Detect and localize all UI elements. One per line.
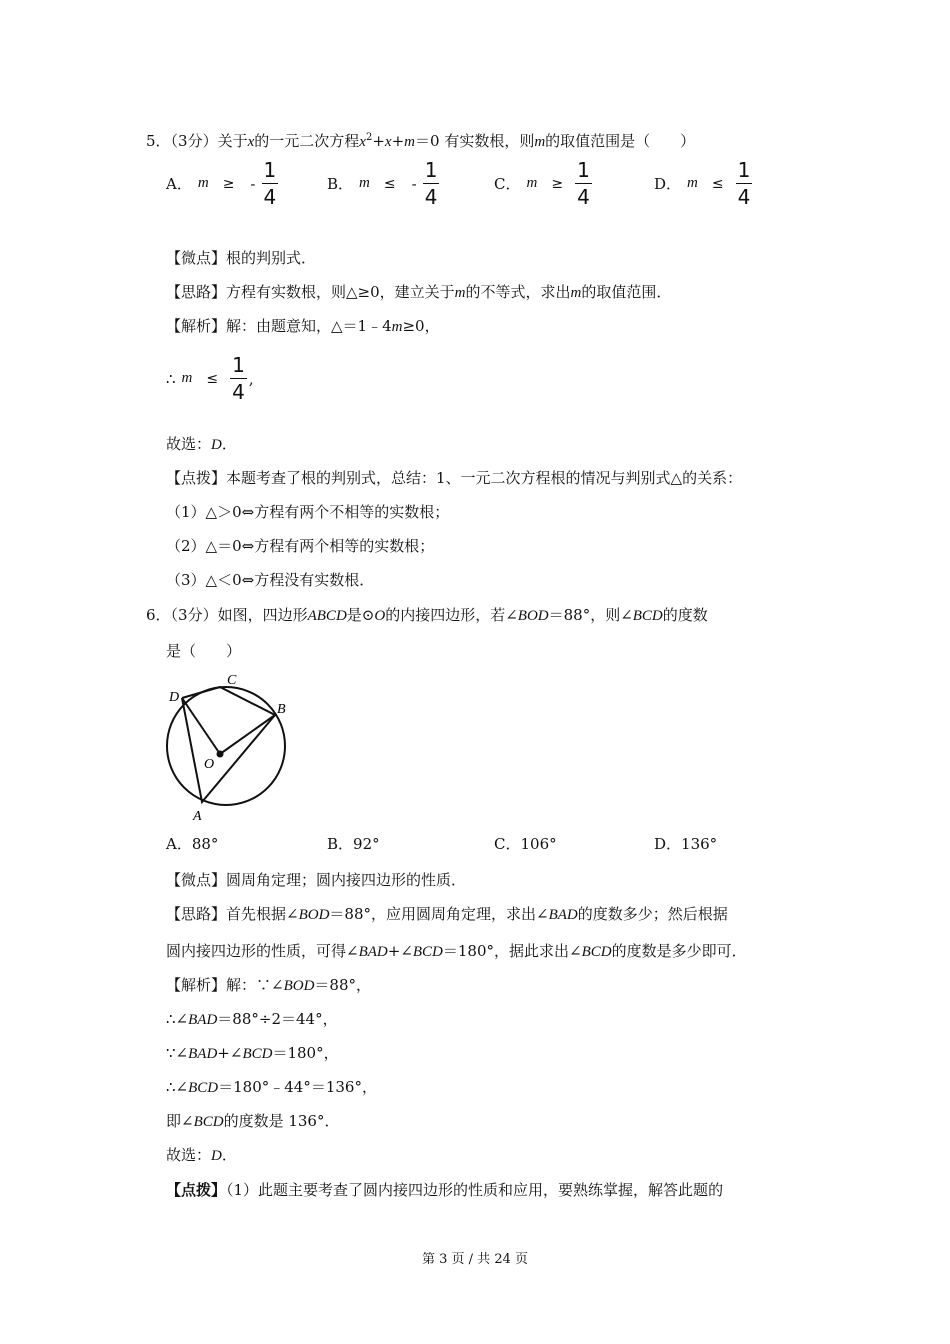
var-m: m — [359, 175, 370, 191]
q5-case-2: （2）△＝0⇔方程有两个相等的实数根； — [166, 537, 435, 555]
label-c: C — [227, 673, 237, 688]
q5-option-b — [327, 160, 439, 207]
q6-option-d — [654, 834, 717, 854]
q6-option-b — [327, 834, 380, 854]
fraction — [736, 160, 753, 207]
comparison-sign: ≤ — [206, 370, 219, 387]
q5-jiexi — [166, 316, 440, 337]
q5-weidian — [166, 248, 316, 268]
angle-bcd: BCD — [581, 944, 612, 960]
silu-text: 方程有实数根，则△≥0，建立关于 — [226, 283, 455, 301]
quadrilateral-abcd — [182, 687, 275, 802]
angle-bcd: BCD — [242, 1046, 273, 1062]
q6-jiexi — [166, 975, 371, 996]
footer-text: 页 — [515, 1252, 529, 1267]
silu-text: ＝88°，应用圆周角定理，求出∠ — [329, 905, 549, 923]
silu-text: 的不等式，求出 — [465, 283, 571, 301]
option-value: 88° — [191, 835, 219, 853]
silu-text: 的度数多少；然后根据 — [577, 905, 728, 923]
option-label: C． — [494, 175, 521, 193]
weidian-text: 根的判别式． — [226, 249, 317, 267]
dianbo-text: （1）此题主要考查了圆内接四边形的性质和应用，要熟练掌握，解答此题的 — [226, 1181, 724, 1199]
q5-stem-text: 关于 — [217, 132, 248, 150]
q5-score: （3分） — [170, 132, 218, 150]
fraction — [575, 160, 592, 207]
exponent: 2 — [365, 132, 373, 143]
minus-sign: - — [250, 174, 256, 193]
numerator: 1 — [577, 158, 590, 182]
comma: , — [248, 369, 254, 388]
q5-silu — [166, 282, 671, 303]
minus-sign: - — [411, 174, 417, 193]
option-value: 106° — [520, 835, 557, 853]
q5-dianbo — [166, 468, 742, 488]
q5-therefore — [166, 355, 254, 402]
comparison-sign: ≥ — [551, 175, 564, 192]
q6-dianbo — [166, 1180, 723, 1200]
answer-value: D — [211, 437, 222, 453]
dianbo-tag: 【点拨】 — [166, 469, 227, 487]
q5-answer — [166, 434, 237, 455]
jiexi-tag: 【解析】 — [166, 976, 227, 994]
q6-option-c — [494, 834, 557, 854]
silu-tag: 【思路】 — [166, 905, 227, 923]
q5-option-a — [166, 160, 278, 207]
angle-bad: BAD — [548, 907, 578, 923]
page-number: 3 — [439, 1252, 448, 1267]
silu-text: ＝180°，据此求出∠ — [442, 942, 582, 960]
answer-label: 故选： — [166, 1146, 212, 1164]
q5-option-c — [494, 160, 592, 207]
dianbo-tag: 【点拨】 — [166, 1181, 227, 1199]
var-m: m — [454, 285, 466, 301]
q6-answer — [166, 1145, 237, 1166]
denominator: 4 — [263, 185, 277, 209]
var-m: m — [526, 175, 538, 191]
numerator: 1 — [263, 158, 277, 182]
denominator: 4 — [232, 380, 245, 404]
silu-text: 首先根据∠ — [226, 905, 299, 923]
q5-stem — [146, 128, 695, 152]
option-label: C． — [494, 835, 521, 853]
angle-bod: BOD — [298, 907, 330, 923]
step-text: +∠ — [217, 1044, 243, 1062]
weidian-tag: 【微点】 — [166, 249, 227, 267]
q6-step-4 — [166, 1111, 339, 1132]
angle-bad: BAD — [188, 1012, 218, 1028]
q6-silu-line2 — [166, 941, 747, 962]
q6-stem-line2: 是（ ） — [166, 642, 242, 660]
var-m: m — [404, 134, 416, 150]
q6-option-a — [166, 834, 218, 854]
var-m: m — [534, 134, 546, 150]
q6-step-2 — [166, 1043, 339, 1064]
fraction — [423, 160, 440, 207]
angle-bad: BAD — [358, 944, 388, 960]
angle-bod: BOD — [283, 978, 315, 994]
weidian-text: 圆周角定理；圆内接四边形的性质． — [226, 871, 467, 889]
option-label: D． — [654, 835, 682, 853]
q6-stem-text: 如图，四边形 — [217, 606, 308, 624]
silu-text: 的度数是多少即可． — [611, 942, 747, 960]
q6-stem-text: 是⊙ — [346, 606, 375, 624]
silu-tag: 【思路】 — [166, 283, 227, 301]
comparison-sign: ≤ — [711, 175, 724, 192]
q6-weidian — [166, 870, 466, 890]
silu-text: +∠ — [387, 942, 413, 960]
q6-silu — [166, 904, 728, 925]
step-text: 的度数是 136°． — [223, 1112, 340, 1130]
option-label: A． — [166, 835, 192, 853]
var-m: m — [197, 175, 209, 191]
var-m: m — [391, 319, 403, 335]
var-x: x — [359, 134, 366, 150]
option-label: B． — [327, 175, 354, 193]
dianbo-text: 本题考查了根的判别式，总结：1、一元二次方程根的情况与判别式△的关系： — [226, 469, 743, 487]
q6-stem-text: 的内接四边形，若∠ — [385, 606, 518, 624]
q6-stem — [146, 605, 708, 626]
point-o: O — [374, 608, 386, 624]
step-text: ＝88°÷2＝44°， — [217, 1010, 338, 1028]
numerator: 1 — [737, 158, 751, 182]
denominator: 4 — [424, 185, 438, 209]
answer-value: D — [211, 1148, 222, 1164]
plus-sign: + — [391, 132, 405, 150]
answer-label: 故选： — [166, 435, 212, 453]
label-d: D — [169, 690, 180, 705]
option-label: B． — [327, 835, 354, 853]
numerator: 1 — [424, 158, 438, 182]
comparison-sign: ≥ — [222, 175, 235, 192]
quad-abcd: ABCD — [307, 608, 347, 624]
angle-bcd: BCD — [412, 944, 443, 960]
label-a: A — [193, 809, 202, 824]
step-text: ＝180°﹣44°＝136°， — [218, 1078, 377, 1096]
circle-figure — [160, 668, 294, 824]
angle-bcd: BCD — [188, 1080, 219, 1096]
weidian-tag: 【微点】 — [166, 871, 227, 889]
silu-text: 圆内接四边形的性质，可得∠ — [166, 942, 359, 960]
answer-end: ． — [221, 435, 237, 453]
step-text: ∴∠ — [166, 1078, 189, 1096]
option-label: D． — [654, 175, 682, 193]
jiexi-text: 解：∵∠ — [226, 976, 284, 994]
q6-stem-text: ＝88°，则∠ — [548, 606, 633, 624]
angle-bod: BOD — [517, 608, 549, 624]
jiexi-text: ≥0， — [402, 317, 440, 335]
q5-option-d — [654, 160, 752, 207]
numerator: 1 — [232, 353, 245, 377]
q6-number: 6． — [146, 606, 171, 624]
therefore-symbol: ∴ — [166, 369, 176, 388]
q5-stem-text: 的取值范围是（ ） — [545, 132, 696, 150]
q5-stem-text: 的一元二次方程 — [254, 132, 360, 150]
q5-case-3: （3）△＜0⇔方程没有实数根． — [166, 571, 375, 589]
denominator: 4 — [737, 185, 751, 209]
jiexi-tag: 【解析】 — [166, 317, 227, 335]
option-value: 136° — [681, 835, 718, 853]
fraction — [262, 160, 279, 207]
step-text: ＝180°， — [272, 1044, 339, 1062]
option-value: 92° — [353, 835, 380, 853]
silu-text: 的取值范围． — [581, 283, 672, 301]
center-point — [217, 751, 224, 758]
answer-end: ． — [221, 1146, 237, 1164]
q6-score: （3分） — [170, 606, 218, 624]
page-total: 24 — [494, 1252, 511, 1267]
label-b: B — [277, 702, 286, 717]
option-label: A． — [166, 175, 192, 193]
jiexi-text: 解：由题意知，△＝1﹣4 — [226, 317, 392, 335]
footer-text: 页 / 共 — [451, 1252, 491, 1267]
circle-o — [167, 687, 285, 805]
angle-bcd: BCD — [193, 1114, 224, 1130]
angle-bcd: BCD — [632, 608, 663, 624]
q6-stem-text: 的度数 — [662, 606, 708, 624]
q5-number: 5． — [146, 132, 171, 150]
q5-stem-text: ＝0 有实数根，则 — [415, 132, 535, 150]
step-text: ∴∠ — [166, 1010, 189, 1028]
var-x: x — [384, 134, 392, 150]
step-text: 即∠ — [166, 1112, 194, 1130]
fraction — [230, 355, 247, 402]
step-text: ∵∠ — [166, 1044, 189, 1062]
jiexi-text: ＝88°， — [314, 976, 372, 994]
footer-text: 第 — [421, 1252, 435, 1267]
plus-sign: + — [372, 132, 385, 150]
q6-step-1 — [166, 1009, 338, 1030]
var-m: m — [687, 175, 698, 191]
var-x: x — [247, 134, 255, 150]
q5-case-1: （1）△＞0⇔方程有两个不相等的实数根； — [166, 503, 450, 521]
denominator: 4 — [577, 185, 590, 209]
angle-bad: BAD — [188, 1046, 218, 1062]
label-o: O — [204, 757, 215, 772]
var-m: m — [570, 285, 582, 301]
page-footer — [0, 1248, 950, 1267]
q6-step-3 — [166, 1077, 377, 1098]
comparison-sign: ≤ — [383, 175, 396, 192]
var-m: m — [181, 370, 193, 386]
